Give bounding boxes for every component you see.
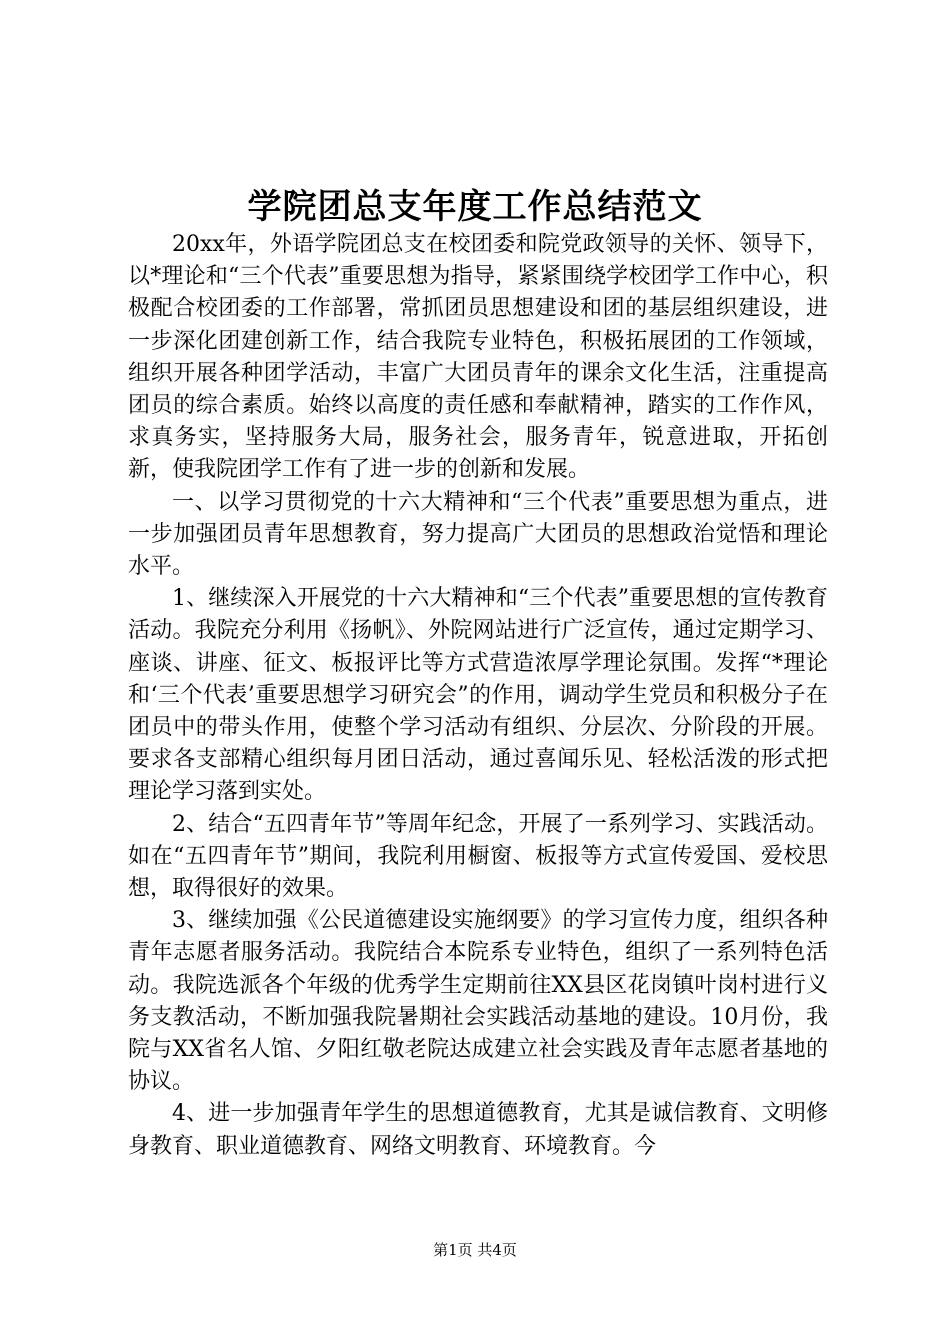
document-title: 学院团总支年度工作总结范文 [247, 187, 703, 227]
paragraph-item-1: 1、继续深入开展党的十六大精神和“三个代表”重要思想的宣传教育活动。我院充分利用《扬帆》、外院网站进行广泛宣传，通过定期学习、座谈、讲座、征文、板报评比等方式营造浓厚学理论氛围。发挥“*理论和‘三个代表’重要思想学习研究会”的作用，调动学生党员和积极分子在团员中的带头作用，使整个学习活动有组织、分层次、分阶段的开展。要求各支部精心组织每月团日活动，通过喜闻乐见、轻松活泼的形式把理论学习落到实处。 [128, 586, 828, 805]
paragraph-item-3: 3、继续加强《公民道德建设实施纲要》的学习宣传力度，组织各种青年志愿者服务活动。我院结合本院系专业特色，组织了一系列特色活动。我院选派各个年级的优秀学生定期前往XX县区花岗镇叶岗村进行义务支教活动，不断加强我院暑期社会实践活动基地的建设。10月份，我院与XX省名人馆、夕阳红敬老院达成建立社会实践及青年志愿者基地的协议。 [128, 908, 828, 1095]
paragraph-intro: 20xx年，外语学院团总支在校团委和院党政领导的关怀、领导下，以*理论和“三个代表”重要思想为指导，紧紧围绕学校团学工作中心，积极配合校团委的工作部署，常抓团员思想建设和团的基层组织建设，进一步深化团建创新工作，结合我院专业特色，积极拓展团的工作领域，组织开展各种团学活动，丰富广大团员青年的课余文化生活，注重提高团员的综合素质。始终以高度的责任感和奉献精神，踏实的工作作风，求真务实，坚持服务大局，服务社会，服务青年，锐意进取，开拓创新，使我院团学工作有了进一步的创新和发展。 [128, 232, 828, 483]
paragraph-item-4: 4、进一步加强青年学生的思想道德教育，尤其是诚信教育、文明修身教育、职业道德教育、网络文明教育、环境教育。今 [128, 1101, 828, 1159]
page-footer: 第1页 共4页 [433, 1241, 517, 1259]
paragraph-section-one: 一、以学习贯彻党的十六大精神和“三个代表”重要思想为重点，进一步加强团员青年思想教育，努力提高广大团员的思想政治觉悟和理论水平。 [128, 489, 828, 580]
document-body [128, 229, 828, 1163]
paragraph-item-2: 2、结合“五四青年节”等周年纪念，开展了一系列学习、实践活动。如在“五四青年节”期间，我院利用橱窗、板报等方式宣传爱国、爱校思想，取得很好的效果。 [128, 811, 828, 902]
